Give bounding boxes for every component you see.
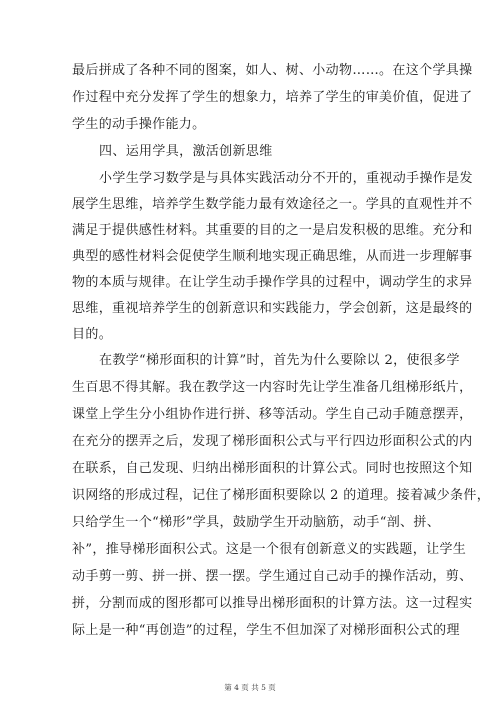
text-line: 动手剪一剪、拼一拼、摆一摆。学生通过自己动手的操作活动，剪、	[72, 569, 473, 584]
text-line: 满足于提供感性材料。其重要的目的之一是启发积极的思维。充分和	[72, 223, 473, 238]
text-line: 思维，重视培养学生的创新意识和实践能力，学会创新，这是最终的	[72, 301, 473, 316]
text-line: 在教学“梯形面积的计算”时，首先为什么要除以 2，使很多学	[99, 353, 460, 368]
text-line: 在充分的摆弄之后，发现了梯形面积公式与平行四边形面积公式的内	[72, 434, 473, 449]
text-line: 只给学生一个“梯形”学具，鼓励学生开动脑筋，动手“剖、拼、	[72, 515, 441, 530]
text-line: 拼，分割而成的图形都可以推导出梯形面积的计算方法。这一过程实	[72, 596, 473, 611]
text-line: 物的本质与规律。在让学生动手操作学具的过程中，调动学生的求异	[72, 275, 473, 290]
text-line: 最后拼成了各种不同的图案，如人、树、小动物……。在这个学具操	[72, 63, 473, 78]
text-line: 课堂上学生分小组协作进行拼、移等活动。学生自己动手随意摆弄，	[72, 407, 473, 422]
text-line: 小学生学习数学是与具体实践活动分不开的，重视动手操作是发	[99, 171, 473, 186]
text-line: 典型的感性材料会促使学生顺利地实现正确思维，从而进一步理解事	[72, 249, 473, 264]
section-heading: 四、运用学具，激活创新思维	[99, 144, 273, 159]
text-line: 生百思不得其解。我在教学这一内容时先让学生准备几组梯形纸片，	[72, 380, 473, 395]
text-line: 作过程中充分发挥了学生的想象力，培养了学生的审美价值，促进了	[72, 90, 473, 105]
text-line: 补”，推导梯形面积公式。这是一个很有创新意义的实践题，让学生	[72, 542, 467, 557]
text-line: 目的。	[72, 327, 113, 342]
text-line: 际上是一种“再创造”的过程，学生不但加深了对梯形面积公式的理	[72, 623, 460, 638]
text-line: 识网络的形成过程，记住了梯形面积要除以 2 的道理。接着减少条件，	[72, 488, 491, 503]
text-line: 学生的动手操作能力。	[72, 117, 206, 132]
text-line: 展学生思维，培养学生数学能力最有效途径之一。学具的直观性并不	[72, 197, 473, 212]
page-number: 第 4 页 共 5 页	[224, 683, 276, 692]
text-line: 在联系，自己发现、归纳出梯形面积的计算公式。同时也按照这个知	[72, 461, 473, 476]
